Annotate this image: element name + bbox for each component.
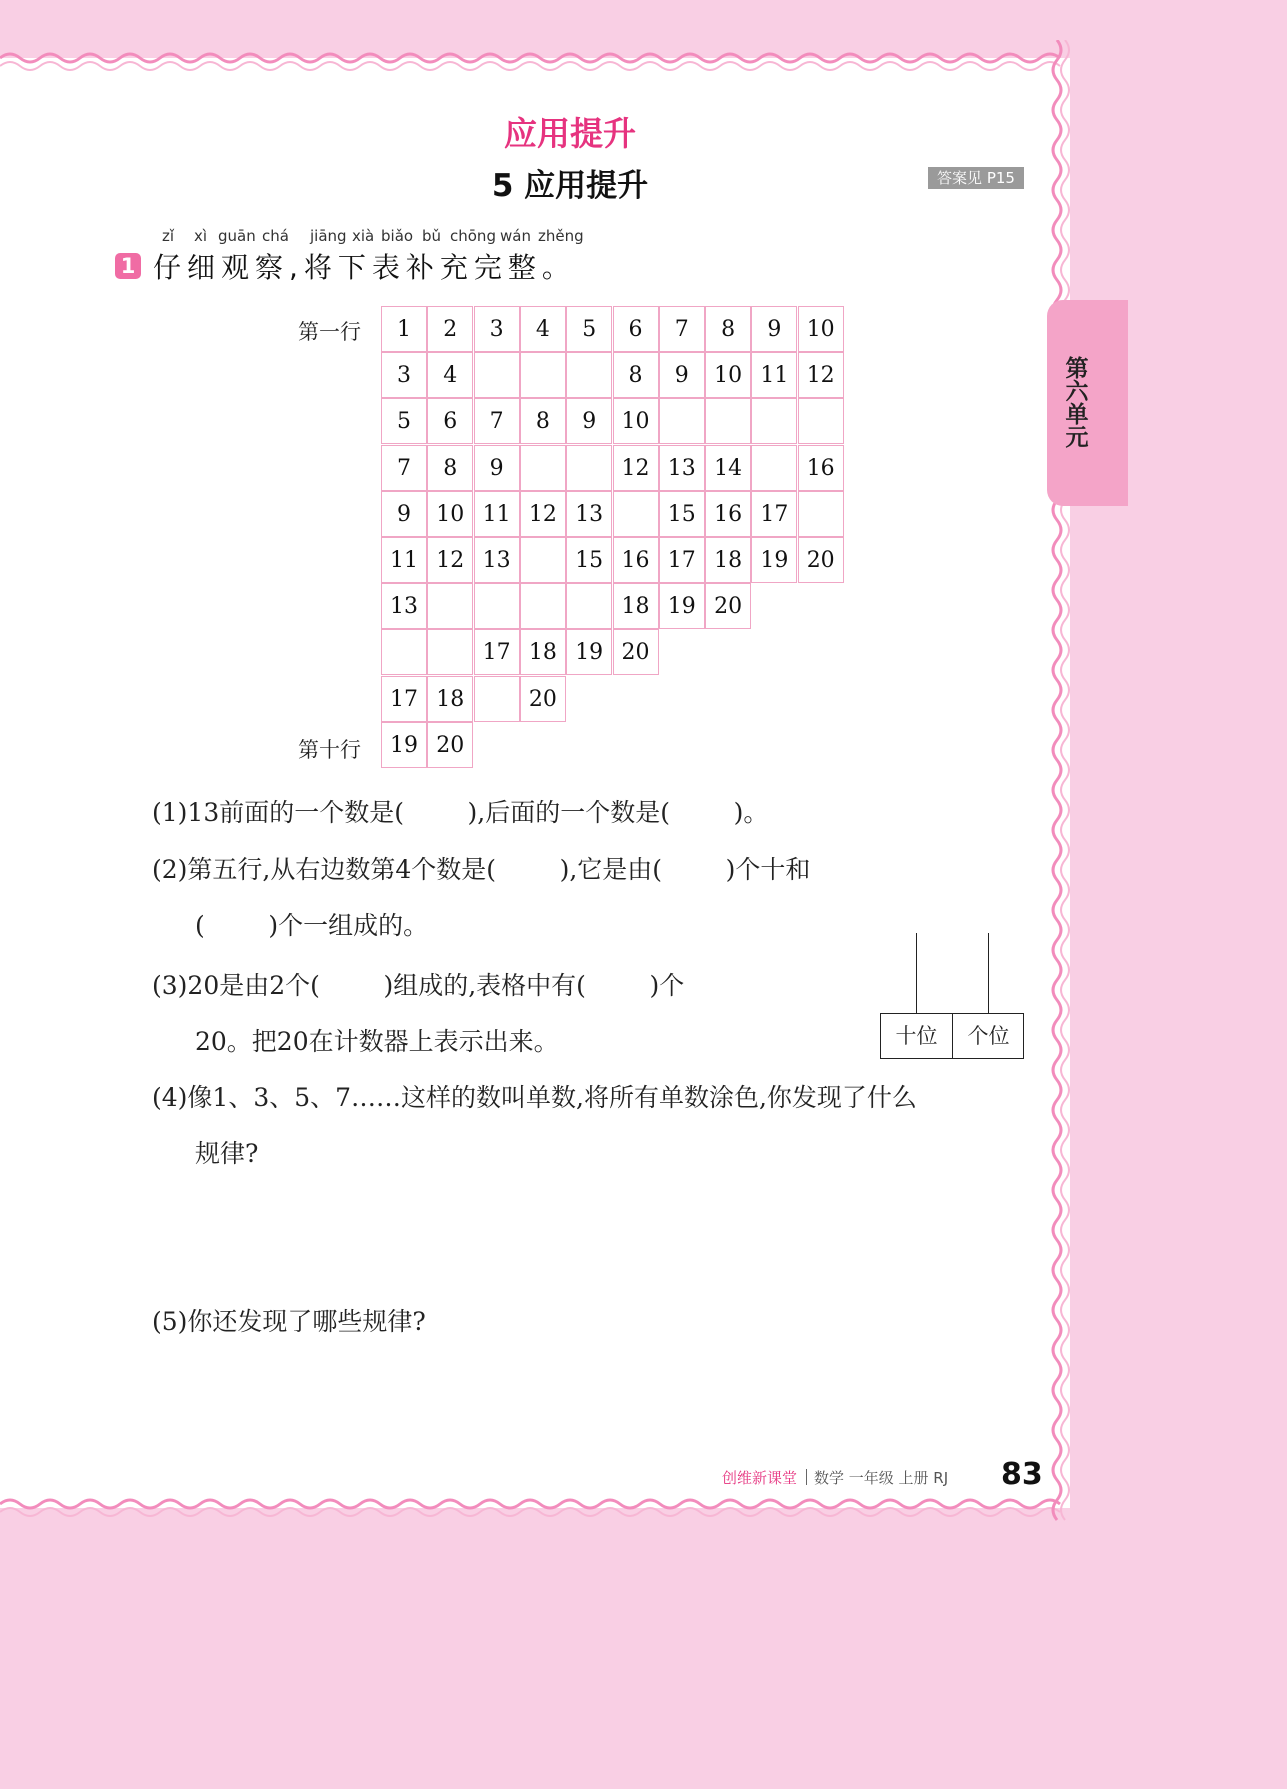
table-cell: 8 bbox=[520, 398, 566, 444]
table-cell: 2 bbox=[427, 306, 473, 352]
pinyin-syllable: wán bbox=[500, 227, 531, 245]
sub-question-2-line-2: ( )个一组成的。 bbox=[195, 911, 429, 940]
table-cell: 6 bbox=[613, 306, 659, 352]
pinyin-syllable: zǐ bbox=[162, 227, 175, 245]
abacus-ones-label: 个位 bbox=[967, 1024, 1010, 1048]
table-cell-blank[interactable] bbox=[427, 629, 473, 675]
row-label-last: 第十行 bbox=[298, 738, 361, 762]
abacus-base bbox=[880, 1013, 1024, 1059]
table-cell-blank[interactable] bbox=[751, 445, 797, 491]
table-cell: 13 bbox=[474, 537, 520, 583]
table-cell-blank[interactable] bbox=[520, 352, 566, 398]
table-cell: 7 bbox=[381, 445, 427, 491]
sub-question-4-line-1: (4)像1、3、5、7……这样的数叫单数,将所有单数涂色,你发现了什么 bbox=[152, 1083, 917, 1112]
table-cell: 15 bbox=[566, 537, 612, 583]
table-cell: 8 bbox=[613, 352, 659, 398]
table-cell: 15 bbox=[659, 491, 705, 537]
table-cell: 10 bbox=[798, 306, 844, 352]
table-cell: 10 bbox=[705, 352, 751, 398]
table-cell: 20 bbox=[520, 676, 566, 722]
table-cell-blank[interactable] bbox=[613, 491, 659, 537]
lesson-title: 5 应用提升 bbox=[491, 168, 649, 204]
table-cell: 10 bbox=[613, 398, 659, 444]
footer-brand: 创维新课堂 bbox=[722, 1469, 798, 1487]
table-cell-blank[interactable] bbox=[798, 398, 844, 444]
table-cell-blank[interactable] bbox=[474, 352, 520, 398]
pinyin-syllable: chōng bbox=[450, 227, 496, 245]
question-prompt: 仔细观察,将下表补充完整。 bbox=[153, 251, 576, 284]
pinyin-syllable: xì bbox=[194, 227, 208, 245]
table-cell: 19 bbox=[751, 537, 797, 583]
table-cell: 6 bbox=[427, 398, 473, 444]
right-wave-border bbox=[1045, 40, 1075, 1530]
table-cell: 20 bbox=[705, 583, 751, 629]
table-cell: 10 bbox=[427, 491, 473, 537]
table-cell: 16 bbox=[613, 537, 659, 583]
table-cell-blank[interactable] bbox=[520, 445, 566, 491]
table-cell: 19 bbox=[566, 629, 612, 675]
table-cell-blank[interactable] bbox=[520, 583, 566, 629]
table-cell: 20 bbox=[798, 537, 844, 583]
table-cell: 19 bbox=[659, 583, 705, 629]
sub-question-3-line-2: 20。把20在计数器上表示出来。 bbox=[195, 1027, 559, 1056]
table-cell: 17 bbox=[381, 676, 427, 722]
table-cell: 1 bbox=[381, 306, 427, 352]
table-cell: 9 bbox=[751, 306, 797, 352]
table-cell-blank[interactable] bbox=[566, 445, 612, 491]
pinyin-syllable: chá bbox=[262, 227, 289, 245]
table-cell-blank[interactable] bbox=[381, 629, 427, 675]
page-number: 83 bbox=[1001, 1457, 1043, 1492]
table-cell: 12 bbox=[798, 352, 844, 398]
table-cell: 17 bbox=[751, 491, 797, 537]
table-cell: 7 bbox=[474, 398, 520, 444]
sub-question-1: (1)13前面的一个数是( ),后面的一个数是( )。 bbox=[152, 798, 769, 827]
table-cell-blank[interactable] bbox=[705, 398, 751, 444]
table-cell: 18 bbox=[427, 676, 473, 722]
table-cell-blank[interactable] bbox=[427, 583, 473, 629]
abacus-tens-rod[interactable] bbox=[916, 933, 917, 1013]
table-cell: 12 bbox=[520, 491, 566, 537]
footer-separator bbox=[806, 1469, 807, 1485]
table-cell: 9 bbox=[474, 445, 520, 491]
table-cell: 11 bbox=[474, 491, 520, 537]
table-cell: 9 bbox=[659, 352, 705, 398]
table-cell: 11 bbox=[381, 537, 427, 583]
table-cell: 9 bbox=[566, 398, 612, 444]
sub-question-2-line-1: (2)第五行,从右边数第4个数是( ),它是由( )个十和 bbox=[152, 855, 811, 884]
table-cell-blank[interactable] bbox=[474, 583, 520, 629]
table-cell: 3 bbox=[381, 352, 427, 398]
table-cell: 7 bbox=[659, 306, 705, 352]
table-cell: 18 bbox=[705, 537, 751, 583]
table-cell: 19 bbox=[381, 722, 427, 768]
table-cell-blank[interactable] bbox=[474, 676, 520, 722]
table-cell-blank[interactable] bbox=[520, 537, 566, 583]
pinyin-syllable: guān bbox=[218, 227, 256, 245]
table-cell: 12 bbox=[427, 537, 473, 583]
table-cell: 18 bbox=[613, 583, 659, 629]
table-cell: 17 bbox=[474, 629, 520, 675]
sub-question-3-line-1: (3)20是由2个( )组成的,表格中有( )个 bbox=[152, 971, 685, 1000]
table-cell: 13 bbox=[566, 491, 612, 537]
table-cell: 20 bbox=[613, 629, 659, 675]
table-cell: 4 bbox=[520, 306, 566, 352]
sub-question-5: (5)你还发现了哪些规律? bbox=[152, 1307, 426, 1336]
table-cell: 18 bbox=[520, 629, 566, 675]
table-cell: 5 bbox=[566, 306, 612, 352]
table-cell: 13 bbox=[381, 583, 427, 629]
table-cell: 16 bbox=[705, 491, 751, 537]
table-cell: 8 bbox=[705, 306, 751, 352]
footer-book-info: 数学 一年级 上册 RJ bbox=[814, 1469, 949, 1487]
table-cell-blank[interactable] bbox=[798, 491, 844, 537]
table-cell: 3 bbox=[474, 306, 520, 352]
table-cell-blank[interactable] bbox=[751, 398, 797, 444]
table-cell: 4 bbox=[427, 352, 473, 398]
bottom-wave-border bbox=[0, 1494, 1070, 1524]
abacus-ones-rod[interactable] bbox=[988, 933, 989, 1013]
table-cell-blank[interactable] bbox=[566, 583, 612, 629]
sub-question-4-line-2: 规律? bbox=[195, 1139, 259, 1168]
unit-tab-label: 第六单元 bbox=[1065, 356, 1089, 451]
answer-reference-badge: 答案见 P15 bbox=[928, 167, 1024, 189]
table-cell-blank[interactable] bbox=[659, 398, 705, 444]
pinyin-syllable: biǎo bbox=[381, 227, 414, 245]
abacus-tens-label: 十位 bbox=[895, 1024, 938, 1048]
table-cell: 11 bbox=[751, 352, 797, 398]
row-label-first: 第一行 bbox=[298, 320, 361, 344]
question-number-badge: 1 bbox=[115, 253, 141, 279]
table-cell: 12 bbox=[613, 445, 659, 491]
section-title: 应用提升 bbox=[504, 114, 636, 153]
table-cell: 8 bbox=[427, 445, 473, 491]
table-cell: 9 bbox=[381, 491, 427, 537]
pinyin-syllable: zhěng bbox=[538, 227, 584, 245]
pinyin-syllable: jiāng bbox=[310, 227, 347, 245]
pinyin-syllable: xià bbox=[352, 227, 375, 245]
table-cell: 5 bbox=[381, 398, 427, 444]
table-cell: 16 bbox=[798, 445, 844, 491]
table-cell: 14 bbox=[705, 445, 751, 491]
top-wave-border bbox=[0, 46, 1070, 76]
table-cell: 20 bbox=[427, 722, 473, 768]
table-cell-blank[interactable] bbox=[566, 352, 612, 398]
table-cell: 17 bbox=[659, 537, 705, 583]
unit-tab bbox=[1047, 300, 1128, 506]
pinyin-syllable: bǔ bbox=[422, 227, 442, 245]
table-cell: 13 bbox=[659, 445, 705, 491]
